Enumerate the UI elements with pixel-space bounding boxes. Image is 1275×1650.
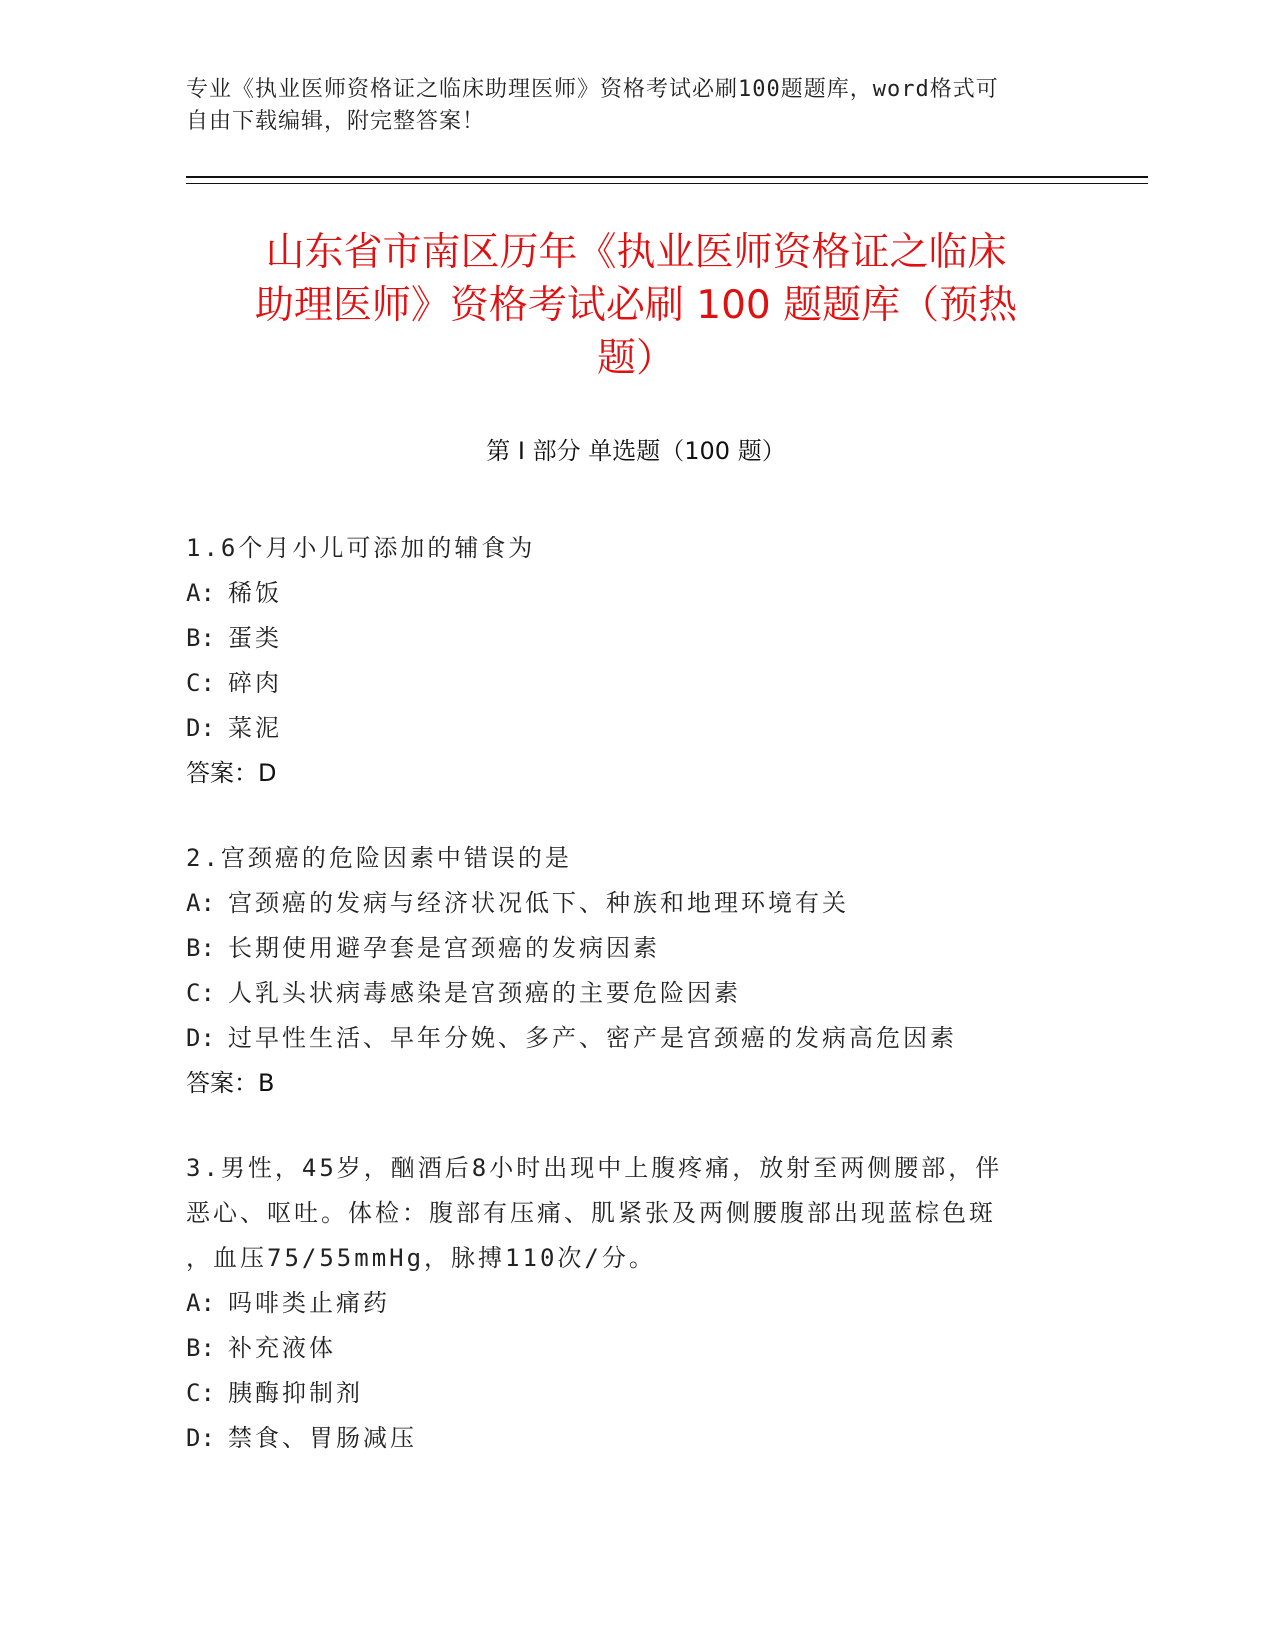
option-text: 禁食、胃肠减压 (228, 1424, 417, 1452)
option-letter: A: (186, 889, 215, 917)
option-text: 菜泥 (228, 714, 282, 742)
intro-line: 专业《执业医师资格证之临床助理医师》资格考试必刷100题题库，word格式可 (186, 77, 999, 102)
option-row (186, 1416, 1066, 1461)
option-letter: D: (186, 714, 215, 742)
option-text: 补充液体 (228, 1334, 336, 1362)
answer-line: 答案：D (186, 759, 277, 787)
header-rule-thick (186, 176, 1148, 178)
option-letter: D: (186, 1024, 215, 1052)
option-row (186, 1371, 1066, 1416)
option-row (186, 616, 1066, 661)
option-row (186, 926, 1066, 971)
option-text: 宫颈癌的发病与经济状况低下、种族和地理环境有关 (228, 889, 849, 917)
option-letter: A: (186, 1289, 215, 1317)
section-heading: 第 I 部分 单选题（100 题） (486, 437, 786, 465)
option-row (186, 661, 1066, 706)
question-item (186, 836, 1066, 1106)
question-stem-line: 3.男性，45岁，酗酒后8小时出现中上腹疼痛，放射至两侧腰部，伴 (186, 1154, 1003, 1182)
option-text: 吗啡类止痛药 (228, 1289, 390, 1317)
option-row (186, 1326, 1066, 1371)
option-row (186, 1016, 1066, 1061)
question-stem-line: ，血压75/55mmHg，脉搏110次/分。 (186, 1244, 656, 1272)
option-text: 人乳头状病毒感染是宫颈癌的主要危险因素 (228, 979, 741, 1007)
option-letter: B: (186, 1334, 215, 1362)
question-stem: 1.6个月小儿可添加的辅食为 (186, 534, 536, 562)
option-letter: B: (186, 624, 215, 652)
question-stem-line: 恶心、呕吐。体检：腹部有压痛、肌紧张及两侧腰腹部出现蓝棕色斑 (186, 1199, 996, 1227)
option-row (186, 571, 1066, 616)
option-row (186, 881, 1066, 926)
option-letter: C: (186, 979, 215, 1007)
option-row (186, 971, 1066, 1016)
option-row (186, 706, 1066, 751)
question-stem: 2.宫颈癌的危险因素中错误的是 (186, 844, 572, 872)
option-letter: D: (186, 1424, 215, 1452)
option-text: 蛋类 (228, 624, 282, 652)
title-line: 题） (596, 336, 675, 381)
option-text: 碎肉 (228, 669, 282, 697)
document-title (186, 226, 1086, 385)
title-line: 山东省市南区历年《执业医师资格证之临床 (265, 230, 1007, 275)
option-text: 稀饭 (228, 579, 282, 607)
answer-line: 答案：B (186, 1069, 275, 1097)
option-letter: B: (186, 934, 215, 962)
option-letter: C: (186, 669, 215, 697)
option-letter: A: (186, 579, 215, 607)
header-rule-thin (186, 183, 1148, 184)
option-letter: C: (186, 1379, 215, 1407)
option-text: 长期使用避孕套是宫颈癌的发病因素 (228, 934, 660, 962)
intro-line: 自由下载编辑，附完整答案！ (186, 109, 486, 134)
question-item (186, 1146, 1066, 1461)
question-list (186, 526, 1066, 1501)
intro-text (186, 74, 1066, 138)
option-text: 过早性生活、早年分娩、多产、密产是宫颈癌的发病高危因素 (228, 1024, 957, 1052)
title-line: 助理医师》资格考试必刷 100 题题库（预热 (254, 283, 1018, 328)
option-row (186, 1281, 1066, 1326)
question-item (186, 526, 1066, 796)
option-text: 胰酶抑制剂 (228, 1379, 363, 1407)
